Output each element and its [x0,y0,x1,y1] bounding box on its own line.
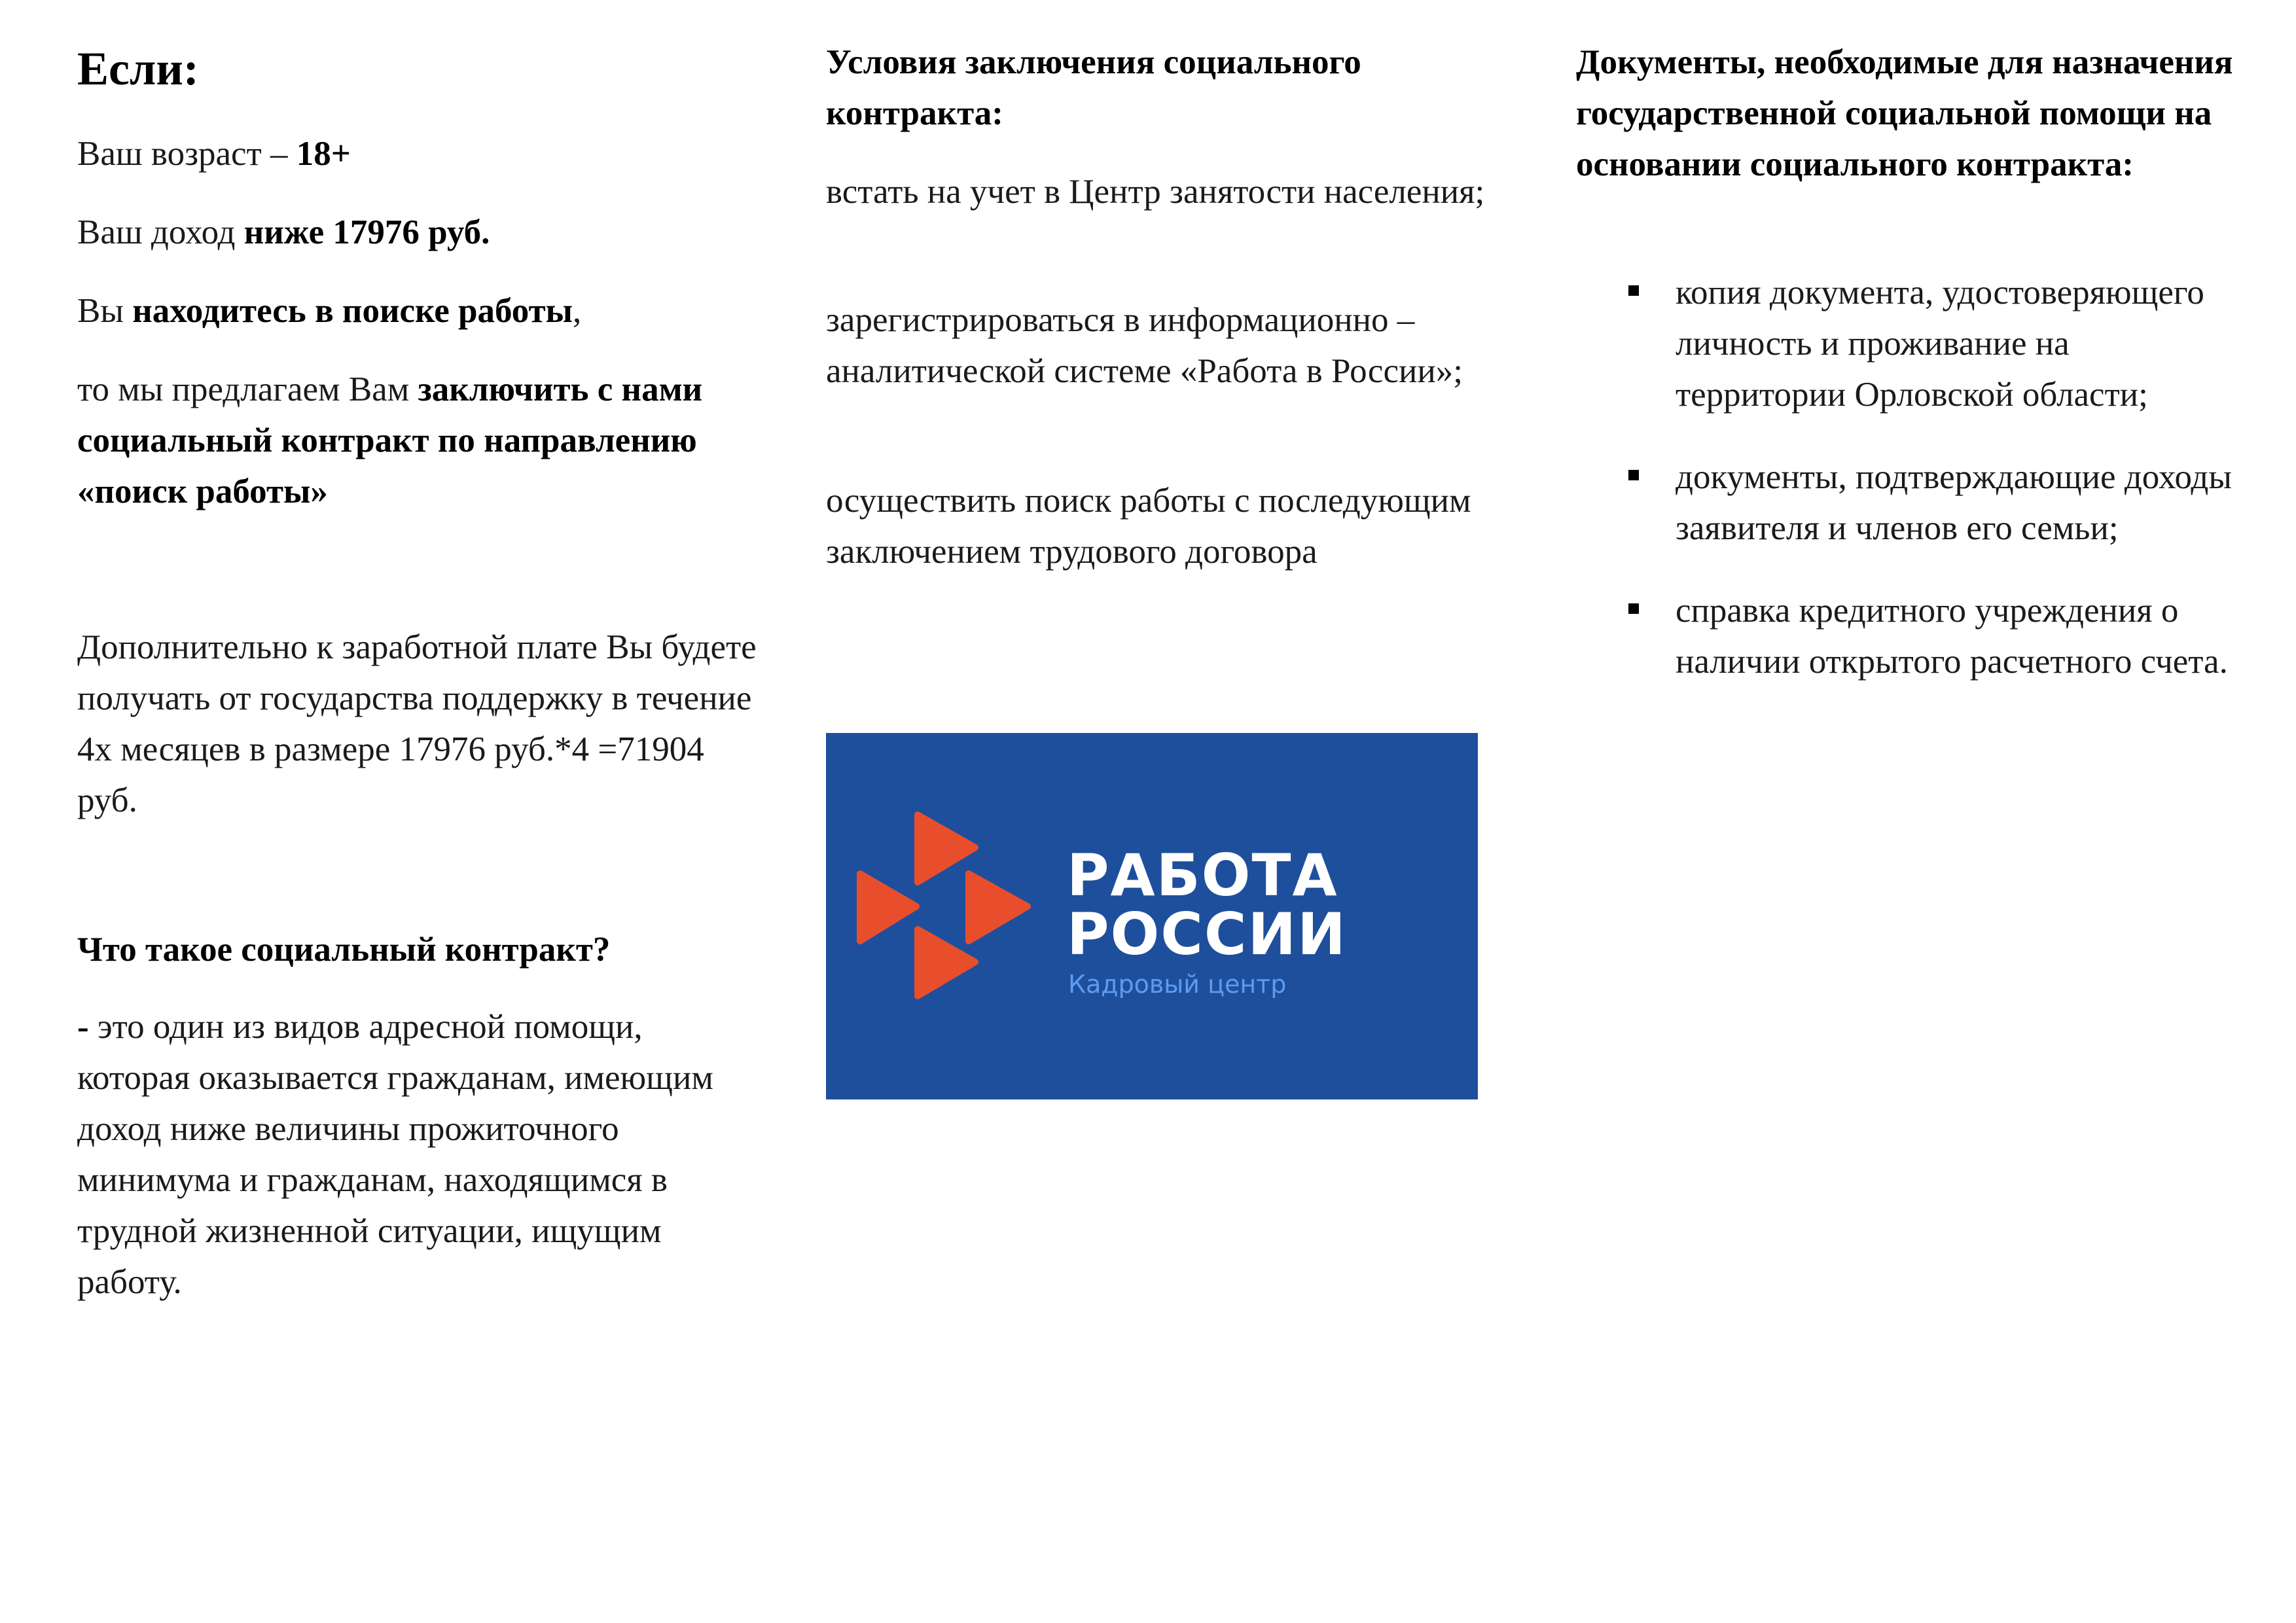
logo-triangle-3 [969,874,1028,941]
documents-list [1576,267,2244,719]
answer-text: это один из видов адресной помощи, которая оказывается гражданам, имеющим доход ниже величины прожиточного минимума и гражданам, находящимся в трудной жизненной ситуации, ищущим работу. [77,1008,713,1301]
job-search-line [77,285,758,336]
logo-subtitle: Кадровый центр [1068,970,1287,999]
document-item [1576,585,2244,687]
job-search-suffix: , [573,292,582,330]
offer-text: то мы предлагаем Вам [77,370,418,408]
job-search-value: находитесь в поиске работы [132,292,573,330]
job-search-label: Вы [77,292,133,330]
condition-item: встать на учет в Центр занятости населения; [826,173,1485,211]
income-line [77,207,758,258]
age-label: Ваш возраст – [77,135,296,173]
age-value: 18+ [296,135,351,173]
square-bullet-icon [1628,285,1639,296]
rabota-rossii-logo [826,733,1478,1099]
question-heading: Что такое социальный контракт? [77,931,611,969]
income-value: ниже 17976 руб. [243,213,490,251]
condition-item: осуществить поиск работы с последующим заключением трудового договора [826,482,1471,571]
conditions-title: Если: [77,43,199,95]
logo-title-line1: РАБОТА [1067,842,1338,909]
income-label: Ваш доход [77,213,244,251]
conditions-heading: Условия заключения социального контракта: [826,43,1361,132]
extra-support-paragraph: Дополнительно к заработной плате Вы будете получать от государства поддержку в течение 4х месяцев в размере 17976 руб.*4 =71904 руб. [77,628,757,819]
logo-triangle-2 [860,874,916,941]
document-item [1576,267,2244,420]
offer-bold-text: заключить с нами социальный контракт по направлению «поиск работы» [77,370,703,510]
offer-paragraph [77,364,758,517]
document-text: копия документа, удостоверяющего личность и проживание на территории Орловской области; [1676,274,2204,414]
answer-paragraph [77,1001,758,1308]
documents-heading: Документы, необходимые для назначения государственной социальной помощи на основании социального контракта: [1576,43,2233,183]
document-text: документы, подтверждающие доходы заявителя и членов его семьи; [1676,458,2232,547]
square-bullet-icon [1628,603,1639,614]
square-bullet-icon [1628,470,1639,480]
answer-dash: - [77,1008,98,1046]
condition-item: зарегистрироваться в информационно – аналитической системе «Работа в России»; [826,301,1463,390]
document-item [1576,452,2244,554]
age-line [77,128,758,179]
document-text: справка кредитного учреждения о наличии открытого расчетного счета. [1676,592,2228,681]
logo-title-line2: РОССИИ [1067,901,1347,968]
